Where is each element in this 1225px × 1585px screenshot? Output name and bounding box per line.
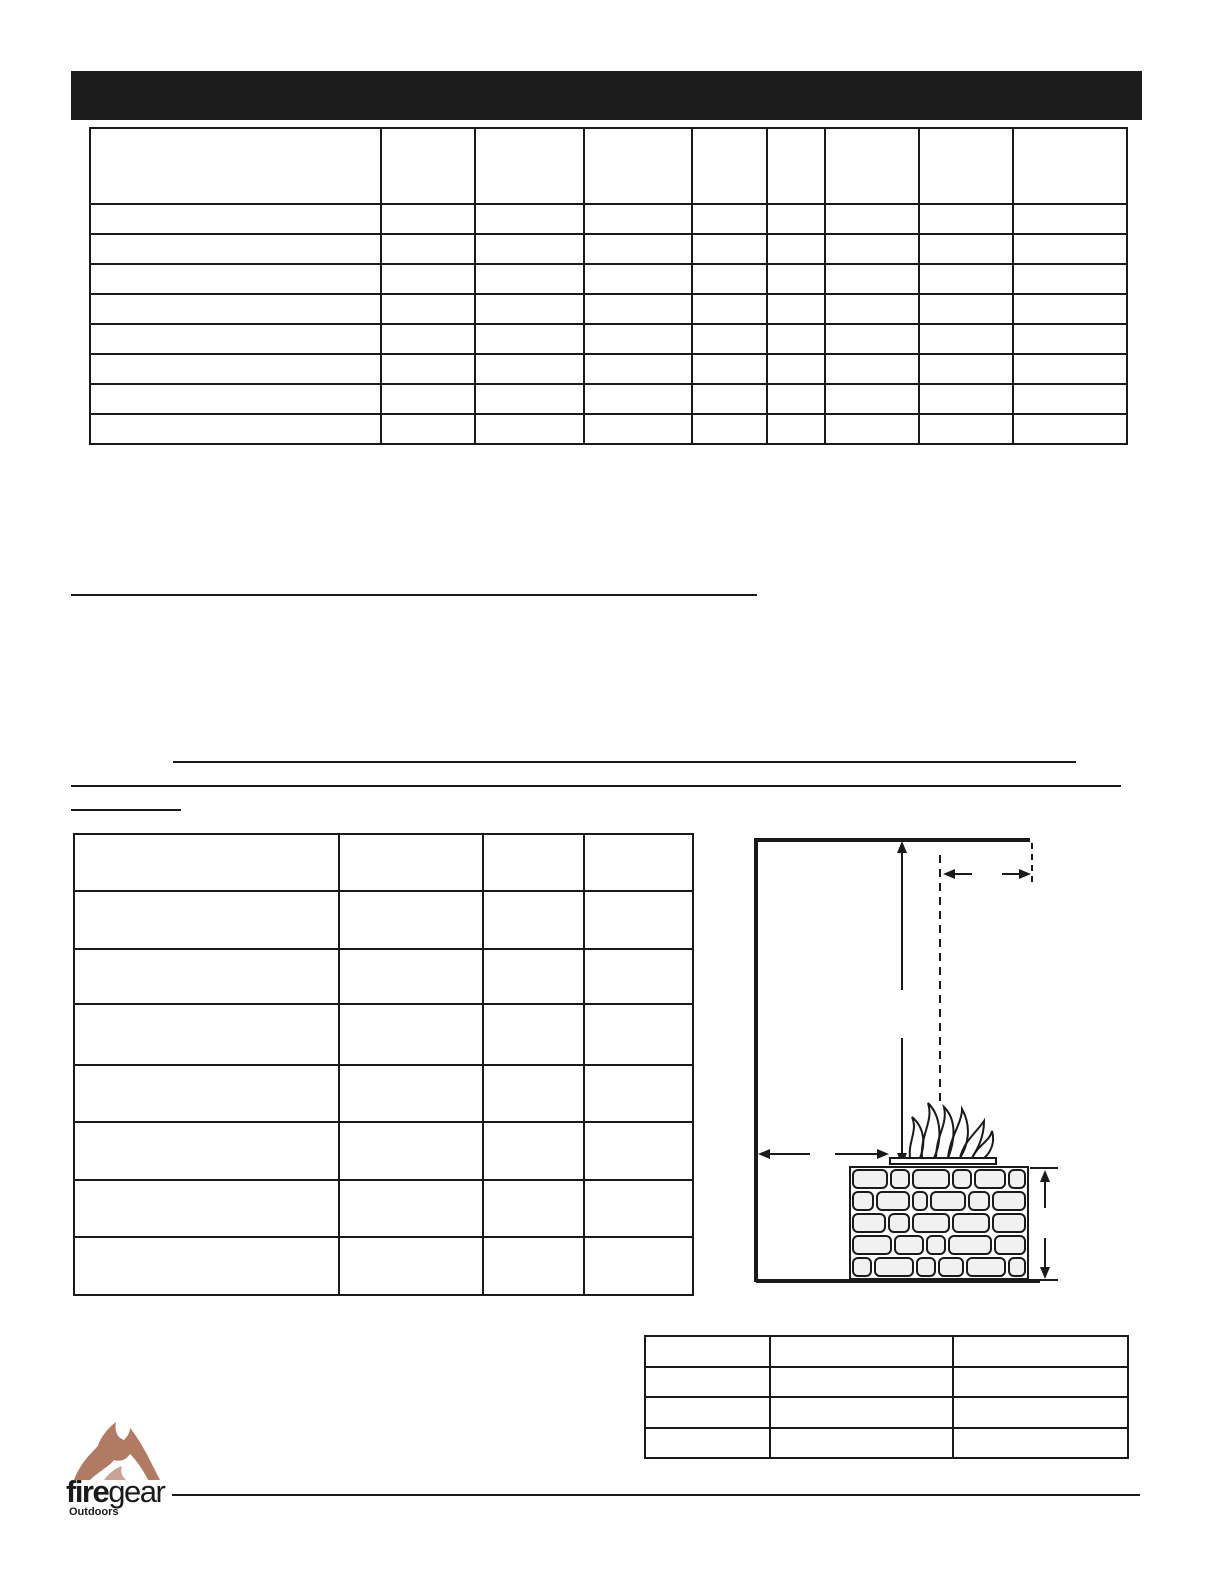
- firegear-logo: [66, 1418, 176, 1522]
- divider-line: [71, 594, 757, 596]
- clearance-table-row: [74, 1237, 693, 1295]
- stone-base: [850, 1167, 1028, 1279]
- spec-table-row: [90, 294, 1127, 324]
- spec-table-row: [90, 384, 1127, 414]
- clearance-table: [73, 833, 694, 1296]
- spec-table-row: [90, 354, 1127, 384]
- clearance-table-header-row: [74, 834, 693, 891]
- divider-line: [71, 809, 181, 811]
- small-table: [644, 1335, 1129, 1459]
- clearance-table-row: [74, 1122, 693, 1179]
- small-table-header-row: [645, 1336, 1128, 1367]
- clearance-table-row: [74, 891, 693, 948]
- clearance-diagram: [740, 825, 1070, 1295]
- logo-word-gear: gear: [108, 1474, 165, 1509]
- spec-table-header-row: [90, 128, 1127, 204]
- spec-table-row: [90, 324, 1127, 354]
- section-header-bar: [71, 71, 1142, 120]
- small-table-row: [645, 1397, 1128, 1428]
- burner-pan: [890, 1158, 996, 1164]
- spec-table-row: [90, 204, 1127, 234]
- logo-subtitle: Outdoors: [69, 1506, 119, 1518]
- clearance-table-row: [74, 1065, 693, 1122]
- divider-line: [173, 761, 1076, 763]
- divider-line: [71, 785, 1121, 787]
- small-table-row: [645, 1428, 1128, 1459]
- spec-table-row: [90, 234, 1127, 264]
- spec-table-row: [90, 414, 1127, 444]
- clearance-table-row: [74, 1004, 693, 1065]
- spec-table: [89, 127, 1128, 445]
- footer-line: [172, 1494, 1140, 1496]
- flame-mountain-icon: [68, 1418, 168, 1482]
- spec-table-row: [90, 264, 1127, 294]
- small-table-row: [645, 1367, 1128, 1398]
- logo-word-fire: fire: [66, 1474, 109, 1509]
- clearance-table-row: [74, 949, 693, 1004]
- flames-graphic: [910, 1103, 993, 1158]
- clearance-table-row: [74, 1180, 693, 1237]
